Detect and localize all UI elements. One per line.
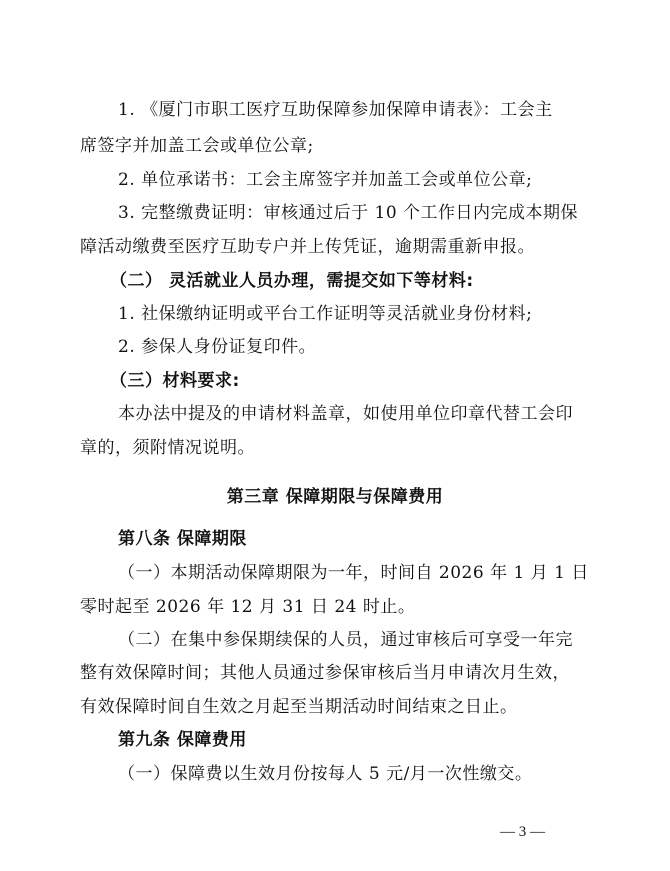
paragraph-seal-requirement: 本办法中提及的申请材料盖章，如使用单位印章代替工会印 — [118, 404, 573, 424]
item-payment-proof-cont: 障活动缴费至医疗互助专户并上传凭证，逾期需重新申报。 — [80, 237, 535, 257]
paragraph-renewal-cont-1: 整有效保障时间；其他人员通过参保审核后当月申请次月生效， — [80, 663, 570, 683]
item-commitment-letter: 2. 单位承诺书：工会主席签字并加盖工会或单位公章; — [118, 170, 533, 190]
paragraph-fee: （一）保障费以生效月份按每人 5 元/月一次性缴交。 — [118, 764, 533, 784]
item-application-form: 1. 《厦门市职工医疗互助保障参加保障申请表》：工会主 — [118, 100, 553, 120]
item-social-security-proof: 1. 社保缴纳证明或平台工作证明等灵活就业身份材料; — [118, 304, 533, 324]
paragraph-renewal: （二）在集中参保期续保的人员，通过审核后可享受一年完 — [118, 630, 573, 650]
paragraph-renewal-cont-2: 有效保障时间自生效之月起至当期活动时间结束之日止。 — [80, 697, 518, 717]
page-number: — 3 — — [500, 824, 545, 840]
article-9-heading: 第九条 保障费用 — [118, 730, 247, 750]
paragraph-coverage-period-cont: 零时起至 2026 年 12 月 31 日 24 时止。 — [80, 597, 416, 617]
section-heading-flexible-employment: （二） 灵活就业人员办理，需提交如下等材料: — [110, 271, 474, 291]
item-id-copy: 2. 参保人身份证复印件。 — [118, 337, 317, 357]
article-8-heading: 第八条 保障期限 — [118, 529, 247, 549]
chapter-title: 第三章 保障期限与保障费用 — [226, 487, 444, 507]
paragraph-seal-requirement-cont: 章的，须附情况说明。 — [80, 438, 255, 458]
item-payment-proof: 3. 完整缴费证明：审核通过后于 10 个工作日内完成本期保 — [118, 203, 579, 223]
item-application-form-cont: 席签字并加盖工会或单位公章; — [80, 136, 314, 156]
section-heading-material-requirements: （三）材料要求: — [110, 371, 240, 391]
paragraph-coverage-period: （一）本期活动保障期限为一年，时间自 2026 年 1 月 1 日 — [118, 563, 589, 583]
